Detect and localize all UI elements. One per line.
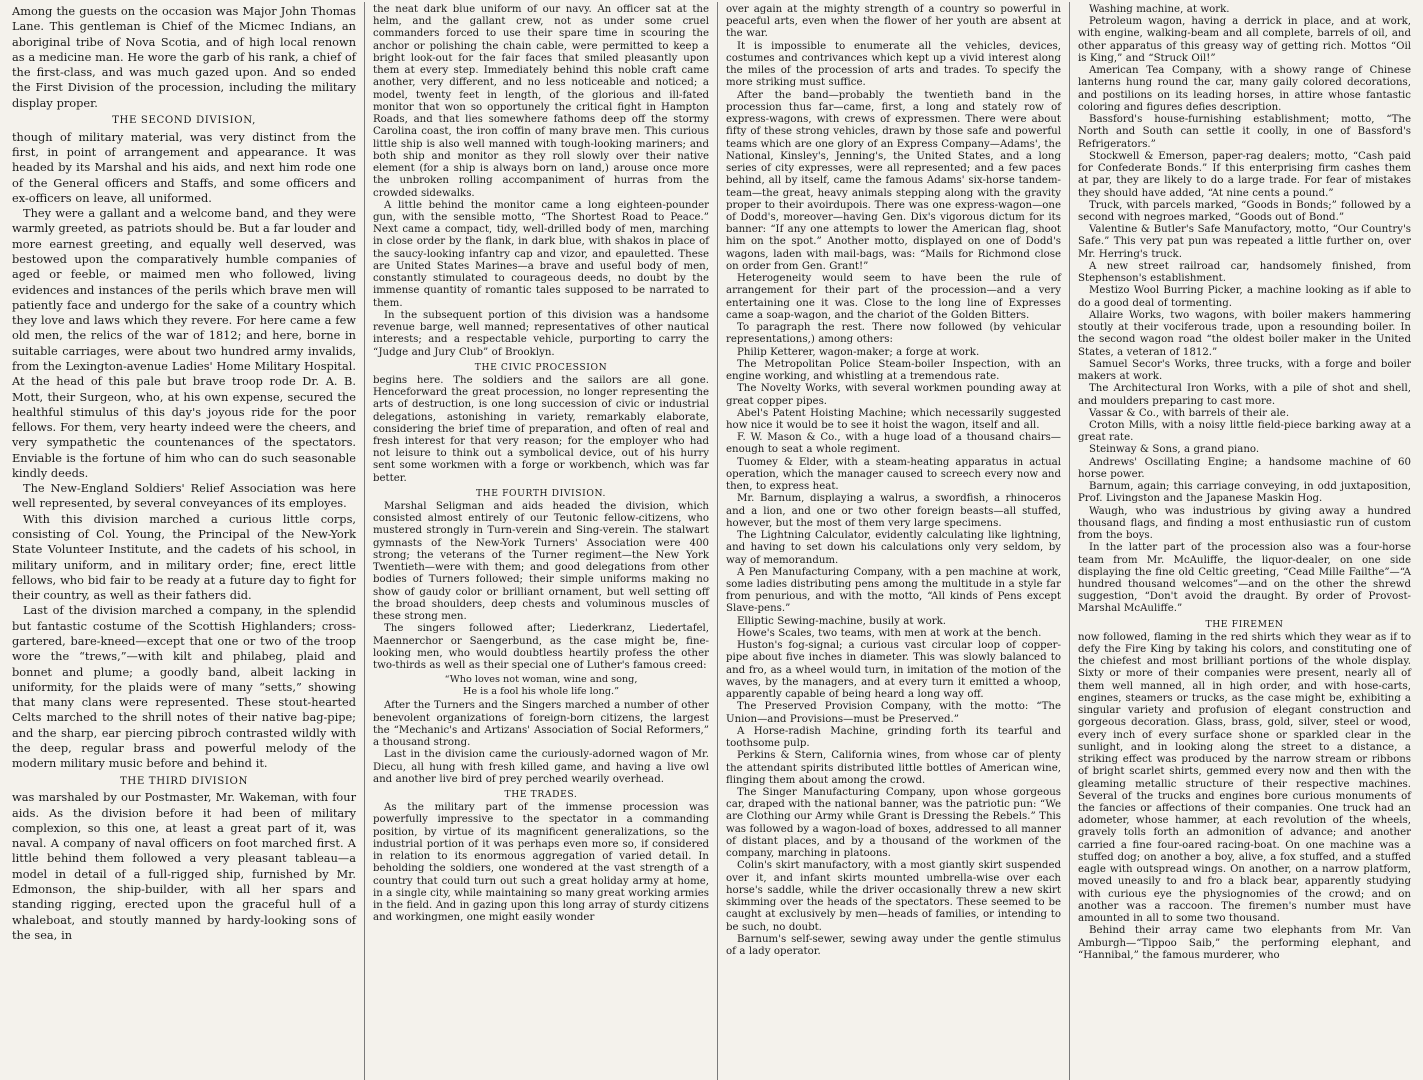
- article-paragraph: F. W. Mason & Co., with a huge load of a thousand chairs—enough to seat a whole regiment.: [726, 432, 1061, 456]
- article-paragraph: As the military part of the immense procession was powerfully impressive to the spectator in a commanding position, by virtue of its magnificent generalizations, so the industrial portion of it was perhaps even more so, if considered in relation to its enormous aggregation of varied detail. In beholding the soldiers, one wondered at the vast strength of a country that could turn out such a great holiday army at home, in a single city, while maintaining so many great working armies in the field. And in gazing upon this long array of sturdy citizens and workingmen, one might easily wonder: [373, 802, 709, 924]
- verse-line: He is a fool his whole life long.”: [462, 686, 620, 698]
- verse-line: “Who loves not woman, wine and song,: [444, 674, 638, 686]
- article-paragraph: The New-England Soldiers' Relief Association was here well represented, by several conveyances of its employes.: [12, 481, 356, 511]
- article-paragraph: The Architectural Iron Works, with a pile of shot and shell, and moulders preparing to cast more.: [1078, 383, 1411, 407]
- article-paragraph: Croton Mills, with a noisy little field-piece barking away at a great rate.: [1078, 419, 1411, 444]
- article-paragraph: Valentine & Butler's Safe Manufactory, motto, “Our Country's Safe.” This very pat pun was repeated a little further on, over Mr. Herring's truck.: [1078, 224, 1411, 260]
- article-paragraph: Bassford's house-furnishing establishment; motto, “The North and South can settle it coolly, in one of Bassford's Refrigerators.”: [1078, 114, 1411, 150]
- article-paragraph: Barnum's self-sewer, sewing away under the gentle stimulus of a lady operator.: [726, 933, 1061, 958]
- article-paragraph: Colin's skirt manufactory, with a most giantly skirt suspended over it, and infant skirts mounted umbrella-wise over each horse's saddle, while the driver occasionally threw a new skirt skimming over the heads of the spectators. These seemed to be caught at exclusively by men—heads of families, or intending to be such, no doubt.: [726, 860, 1061, 933]
- article-paragraph: Behind their array came two elephants from Mr. Van Amburgh—“Tippoo Saib,” the performing elephant, and “Hannibal,” the famous murderer, who: [1078, 925, 1411, 961]
- article-paragraph: Vassar & Co., with barrels of their ale.: [1089, 407, 1290, 419]
- article-paragraph: After the band—probably the twentieth band in the procession thus far—came, first, a long and stately row of express-wagons, with crews of expressmen. There were about fifty of these strong vehicles, drawn by those safe and powerful teams which are one glory of an Express Company—Adams', the National, Kinsley's, Jenning's, the United States, and a long series of city expresses, were all represented; and a few paces behind, all by itself, came the famous Adams' six-horse tandem-team—the great, heavy animals stepping along with the gravity proper to their avoirdupois. There was one express-wagon—one of Dodd's, moreover—having Gen. Dix's vigorous dictum for its banner: “If any one attempts to lower the American flag, shoot him on the spot.” Another motto, displayed on one of Dodd's wagons, laden with mail-bags, was: “Mails for Richmond close on order from Gen. Grant!”: [726, 89, 1061, 272]
- article-paragraph: was marshaled by our Postmaster, Mr. Wakeman, with four aids. As the division before it had been of military complexion, so this one, at least a great part of it, was naval. A company of naval officers on foot marched first. A little behind them followed a very pleasant tableau—a model in detail of a full-rigged ship, furnished by Mr. Edmonson, the ship-builder, with all her spars and standing rigging, erected upon the graceful hull of a whaleboat, and stoutly manned by hardy-looking sons of the sea, in: [12, 790, 356, 942]
- article-paragraph: The Singer Manufacturing Company, upon whose gorgeous car, draped with the national banner, was the patriotic pun: “We are Clothing our Army while Grant is Dressing the Rebels.” This was followed by a wagon-load of boxes, addressed to all manner of distant places, and by a thousand of the workmen of the company, marching in platoons.: [726, 787, 1061, 860]
- section-heading: THE CIVIC PROCESSION: [474, 361, 608, 373]
- article-paragraph: Mestizo Wool Burring Picker, a machine looking as if able to do a good deal of tormenting.: [1078, 285, 1411, 309]
- article-paragraph: Last of the division marched a company, in the splendid but fantastic costume of the Scottish Highlanders; cross-gartered, bare-kneed—except that one or two of the troop wore the “trews,”—with kilt and philabeg, plaid and bonnet and plume; a goodly band, albeit lacking in uniformity, for the plaids were of many “setts,” showing that many clans were represented. These stout-hearted Celts marched to the shrill notes of their native bag-pipe; and the sharp, ear piercing pibroch contrasted wildly with the deep, regular brass and powerful melody of the modern military music before and behind it.: [12, 603, 356, 771]
- article-paragraph: Washing machine, at work.: [1089, 4, 1230, 15]
- section-heading: THE SECOND DIVISION,: [112, 114, 256, 126]
- article-paragraph: In the latter part of the procession also was a four-horse team from Mr. McAuliffe, the liquor-dealer, on one side displaying the fine old Celtic greeting, “Cead Mille Failthe”—“A hundred thousand welcomes”—and on the other the shrewd suggestion, “Don't avoid the draught. By order of Provost-Marshal McAuliffe.”: [1078, 542, 1411, 615]
- article-paragraph: The Preserved Provision Company, with the motto: “The Union—and Provisions—must be Preserved.”: [726, 701, 1061, 725]
- article-paragraph: Stockwell & Emerson, paper-rag dealers; motto, “Cash paid for Confederate Bonds.” If this enterprising firm cashes them at par, they are likely to do a large trade. For fear of mistakes they should have added, “At nine cents a pound.”: [1078, 150, 1411, 199]
- article-paragraph: over again at the mighty strength of a country so powerful in peaceful arts, even when the flower of her youth are absent at the war.: [726, 4, 1061, 40]
- article-paragraph: American Tea Company, with a showy range of Chinese lanterns hung round the car, many gaily colored decorations, and postilions on its leading horses, in attire whose fantastic coloring and figures defies description.: [1078, 65, 1411, 113]
- article-paragraph: the neat dark blue uniform of our navy. An officer sat at the helm, and the gallant crew, not as under some cruel commanders forced to use their spare time in scouring the anchor or polishing the chain cable, were permitted to keep a bright look-out for the fair faces that smiled pleasantly upon them at every step. Immediately behind this noble craft came another, very different, and no less noticeable and noticed; a model, twenty feet in length, of the glorious and ill-fated monitor that won so opportunely the critical fight in Hampton Roads, and that lies somewhere fathoms deep off the stormy Carolina coast, the iron coffin of many brave men. This curious little ship is also well manned with tough-looking mariners; and both ship and monitor as they roll slowly over their native element (for a ship is always born on land,) arouse once more the unbroken rolling accompaniment of hurras from the crowded sidewalks.: [373, 4, 709, 199]
- article-paragraph: In the subsequent portion of this division was a handsome revenue barge, well manned; representatives of other nautical interests; and a respectable vehicle, purporting to carry the “Judge and Jury Club” of Brooklyn.: [373, 309, 709, 358]
- column-1: [4, 2, 364, 1080]
- article-paragraph: The Novelty Works, with several workmen pounding away at great copper pipes.: [726, 383, 1061, 407]
- article-paragraph: Allaire Works, two wagons, with boiler makers hammering stoutly at their vociferous trade, upon a resounding boiler. In the second wagon road “the oldest boiler maker in the United States, a veteran of 1812.”: [1078, 309, 1411, 358]
- article-paragraph: A new street railroad car, handsomely finished, from Stephenson's establishment.: [1078, 260, 1411, 285]
- article-paragraph: Truck, with parcels marked, “Goods in Bonds;” followed by a second with negroes marked, “Goods out of Bond.”: [1078, 199, 1411, 223]
- verse-quote: [373, 674, 709, 698]
- article-paragraph: Elliptic Sewing-machine, busily at work.: [737, 615, 947, 627]
- article-paragraph: Petroleum wagon, having a derrick in place, and at work, with engine, walking-beam and all complete, barrels of oil, and other apparatus of this greasy way of getting rich. Mottos “Oil is King,” and “Struck Oil!”: [1078, 16, 1411, 64]
- section-heading: THE FIREMEN: [1205, 618, 1284, 630]
- column-2: [364, 2, 717, 1080]
- article-paragraph: With this division marched a curious little corps, consisting of Col. Young, the Principal of the New-York State Volunteer Institute, and the cadets of his school, in military uniform, and in military order; fine, erect little fellows, who bid fair to be ready at a future day to fight for their country, as well as their fathers did.: [12, 511, 356, 603]
- article-paragraph: Howe's Scales, two teams, with men at work at the bench.: [737, 627, 1042, 639]
- article-paragraph: After the Turners and the Singers marched a number of other benevolent organizations of foreign-born citizens, the largest the “Mechanic's and Artizans' Association of Social Reformers,” a thousand strong.: [373, 700, 709, 749]
- section-heading: THE THIRD DIVISION: [120, 775, 248, 787]
- article-paragraph: Samuel Secor's Works, three trucks, with a forge and boiler makers at work.: [1078, 358, 1411, 383]
- section-heading: THE FOURTH DIVISION.: [475, 487, 607, 499]
- article-paragraph: Marshal Seligman and aids headed the division, which consisted almost entirely of our Teutonic fellow-citizens, who mustered strongly in Turn-verein and Sing-verein. The stalwart gymnasts of the New-York Turners' Association were 400 strong; the veterans of the Turner regiment—the New York Twentieth—were with them; and good delegations from other bodies of Turners followed; their simple uniforms making no show of gaudy color or brilliant ornament, but well setting off the broad shoulders, deep chests and voluminous muscles of these strong men.: [373, 500, 709, 623]
- article-paragraph: The Metropolitan Police Steam-boiler Inspection, with an engine working, and whistling at a tremendous rate.: [726, 358, 1061, 383]
- article-paragraph: It is impossible to enumerate all the vehicles, devices, costumes and contrivances which kept up a vivid interest along the miles of the procession of arts and trades. To specify the more striking must suffice.: [726, 40, 1061, 89]
- article-paragraph: They were a gallant and a welcome band, and they were warmly greeted, as patriots should be. But a far louder and more earnest greeting, and equally well deserved, was bestowed upon the comparatively humble companies of aged or feeble, or maimed men who followed, living evidences and instances of the perils which brave men will patiently face and undergo for the sake of a country which they love and laws which they revere. For here came a few old men, the relics of the war of 1812; and here, borne in suitable carriages, were about two hundred army invalids, from the Lexington-avenue Ladies' Home Military Hospital. At the head of this pale but brave troop rode Dr. A. B. Mott, their Surgeon, who, at his own expense, secured the healthful stimulus of this day's joyous ride for the poor fellows. For them, very hearty indeed were the cheers, and very sympathetic the countenances of the spectators. Enviable is the fortune of him who can do such seasonable kindly deeds.: [12, 206, 356, 480]
- article-paragraph: Barnum, again; this carriage conveying, in odd juxtaposition, Prof. Livingston and the Japanese Maskin Hog.: [1078, 481, 1411, 505]
- article-paragraph: The Lightning Calculator, evidently calculating like lightning, and having to set down his calculations only very seldom, by way of memorandum.: [726, 530, 1061, 566]
- article-paragraph: Among the guests on the occasion was Major John Thomas Lane. This gentleman is Chief of the Micmec Indians, an aboriginal tribe of Nova Scotia, and of high local renown as a medicine man. He wore the garb of his rank, a chief of the first-class, and was much gazed upon. And so ended the First Division of the procession, including the military display proper.: [12, 4, 356, 110]
- column-4: [1069, 2, 1419, 1080]
- article-paragraph: Tuomey & Elder, with a steam-heating apparatus in actual operation, which the manager caused to screech every now and then, to express heat.: [726, 456, 1061, 493]
- article-paragraph: now followed, flaming in the red shirts which they wear as if to defy the Fire King by taking his colors, and constituting one of the chiefest and most brilliant portions of the whole display. Sixty or more of their companies were present, nearly all of them well manned, all in high order, and with hose-carts, engines, steamers or trucks, as the case might be, exhibiting a singular variety and profusion of elegant construction and gorgeous decoration. Glass, brass, gold, silver, steel or wood, every inch of every surface shone or sparkled clear in the sunlight, and in looking along the street to a distance, a striking effect was produced by the narrow stream or ribbons of bright scarlet shirts, gemmed every now and then with the gleaming metallic structure of their respective machines. Several of the trucks and engines bore curious monuments of the fancies or affections of their companies. One truck had an adometer, whose hammer, at each revolution of the wheels, gravely tolls forth an admonition of advance; and another carried a fine four-oared racing-boat. On one machine was a stuffed dog; on another a boy, alive, a fox stuffed, and a stuffed eagle with outspread wings. On another, on a narrow platform, moved uneasily to and fro a black bear, apparently studying with curious eye the physiognomies of the crowd; and on another was a raccoon. The firemen's number must have amounted in all to some two thousand.: [1078, 631, 1411, 925]
- article-paragraph: Andrews' Oscillating Engine; a handsome machine of 60 horse power.: [1078, 456, 1411, 480]
- article-paragraph: Abel's Patent Hoisting Machine; which necessarily suggested how nice it would be to see it hoist the wagon, itself and all.: [726, 407, 1061, 431]
- article-paragraph: Philip Ketterer, wagon-maker; a forge at work.: [737, 346, 980, 358]
- article-paragraph: Steinway & Sons, a grand piano.: [1089, 444, 1260, 456]
- article-paragraph: A little behind the monitor came a long eighteen-pounder gun, with the sensible motto, “The Shortest Road to Peace.” Next came a compact, tidy, well-drilled body of men, marching in close order by the flank, in dark blue, with shakos in place of the saucy-looking infantry cap and vizor, and epauletted. These are United States Marines—a brave and useful body of men, constantly stimulated to courageous deeds, no doubt by the immense quantity of romantic tales supposed to be narrated to them.: [373, 199, 709, 309]
- article-paragraph: Last in the division came the curiously-adorned wagon of Mr. Diecu, all hung with fresh killed game, and having a live owl and another live bird of prey perched wearily overhead.: [373, 749, 709, 785]
- article-paragraph: Heterogeneity would seem to have been the rule of arrangement for their part of the procession—and a very entertaining one it was. Close to the long line of Expresses came a soap-wagon, and the chariot of the Golden Bitters.: [726, 273, 1061, 321]
- article-paragraph: Waugh, who was industrious by giving away a hundred thousand flags, and finding a most enthusiastic run of custom from the boys.: [1078, 505, 1411, 542]
- article-paragraph: though of military material, was very distinct from the first, in point of arrangement and appearance. It was headed by its Marshal and his aids, and next him rode one of the General officers and Staffs, and some officers and ex-officers on leave, all uniformed.: [12, 129, 356, 205]
- article-paragraph: begins here. The soldiers and the sailors are all gone. Henceforward the great procession, no longer representing the arts of destruction, is one long succession of civic or industrial delegations, astonishing in variety, remarkably elaborate, considering the brief time of preparation, and often of real and fresh interest for that very reason; for the employer who had not leisure to think out a symbolical device, out of his hurry sent some workmen with a forge or workbench, which was far better.: [373, 374, 709, 484]
- article-paragraph: To paragraph the rest. There now followed (by vehicular representations,) among others:: [726, 322, 1061, 346]
- article-paragraph: A Horse-radish Machine, grinding forth its tearful and toothsome pulp.: [726, 725, 1061, 750]
- column-3: [717, 2, 1069, 1080]
- article-paragraph: Perkins & Stern, California wines, from whose car of plenty the attendant spirits distributed little bottles of American wine, flinging them about among the crowd.: [726, 750, 1061, 786]
- article-paragraph: Huston's fog-signal; a curious vast circular loop of copper-pipe about five inches in diameter. This was slowly balanced to and fro, as a wheel would turn, in imitation of the motion of the waves, by the managers, and at every turn it emitted a whoop, apparently capable of being heard a long way off.: [726, 640, 1061, 701]
- section-heading: THE TRADES.: [504, 789, 578, 801]
- article-paragraph: A Pen Manufacturing Company, with a pen machine at work, some ladies distributing pens among the multitude in a style far from penurious, and with the motto, “All kinds of Pens except Slave-pens.”: [726, 566, 1061, 615]
- article-paragraph: The singers followed after; Liederkranz, Liedertafel, Maennerchor or Saengerbund, as the case might be, fine-looking men, who would doubtless heartily profess the other two-thirds as well as their special one of Luther's famous creed:: [373, 623, 709, 671]
- article-paragraph: Mr. Barnum, displaying a walrus, a swordfish, a rhinoceros and a lion, and one or two other foreign beasts—all stuffed, however, but the most of them very large specimens.: [726, 493, 1061, 529]
